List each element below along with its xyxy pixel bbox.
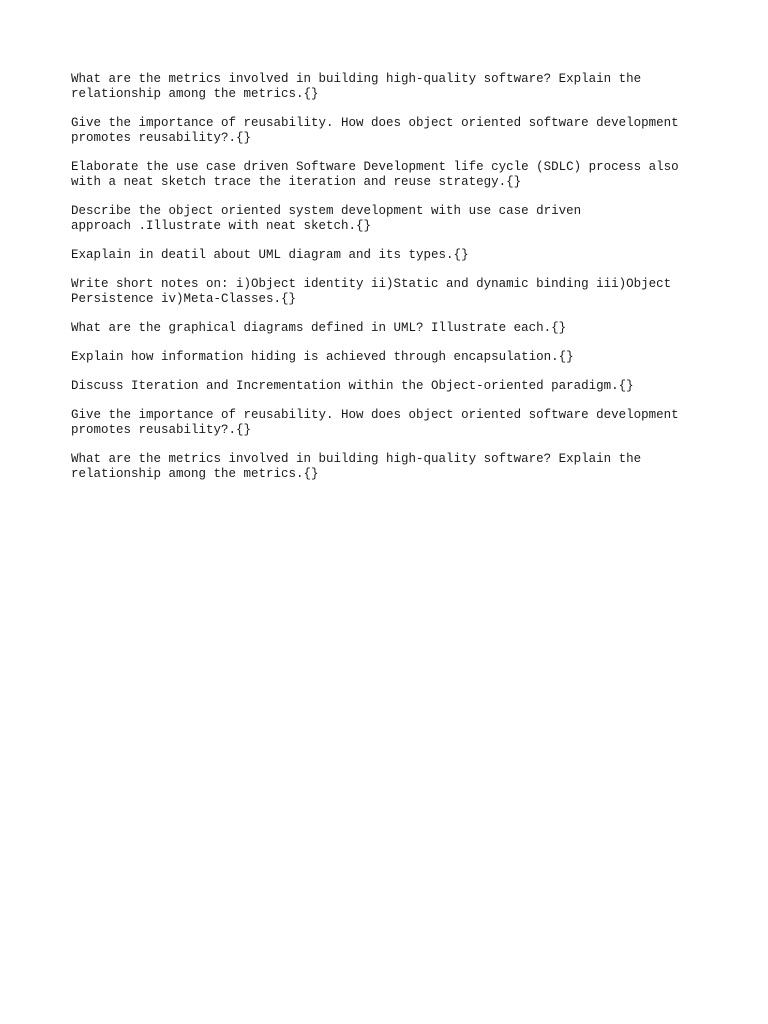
question-5: Exaplain in deatil about UML diagram and its types.{}: [71, 248, 469, 262]
question-10: Give the importance of reusability. How does object oriented software development promotes reusability?.{}: [71, 408, 679, 437]
question-11: What are the metrics involved in building high-quality software? Explain the relationship among the metrics.{}: [71, 452, 642, 481]
question-1: What are the metrics involved in building high-quality software? Explain the relationship among the metrics.{}: [71, 72, 642, 101]
question-4: Describe the object oriented system development with use case driven approach .Illustrate with neat sketch.{}: [71, 204, 582, 233]
document-page: [71, 72, 711, 496]
question-8: Explain how information hiding is achieved through encapsulation.{}: [71, 350, 574, 364]
question-3: Elaborate the use case driven Software Development life cycle (SDLC) process also with a neat sketch trace the iteration and reuse strategy.{}: [71, 160, 679, 189]
question-7: What are the graphical diagrams defined in UML? Illustrate each.{}: [71, 321, 567, 335]
question-2: Give the importance of reusability. How does object oriented software development promotes reusability?.{}: [71, 116, 679, 145]
question-6: Write short notes on: i)Object identity ii)Static and dynamic binding iii)Object Persistence iv)Meta-Classes.{}: [71, 277, 672, 306]
question-9: Discuss Iteration and Incrementation within the Object-oriented paradigm.{}: [71, 379, 634, 393]
